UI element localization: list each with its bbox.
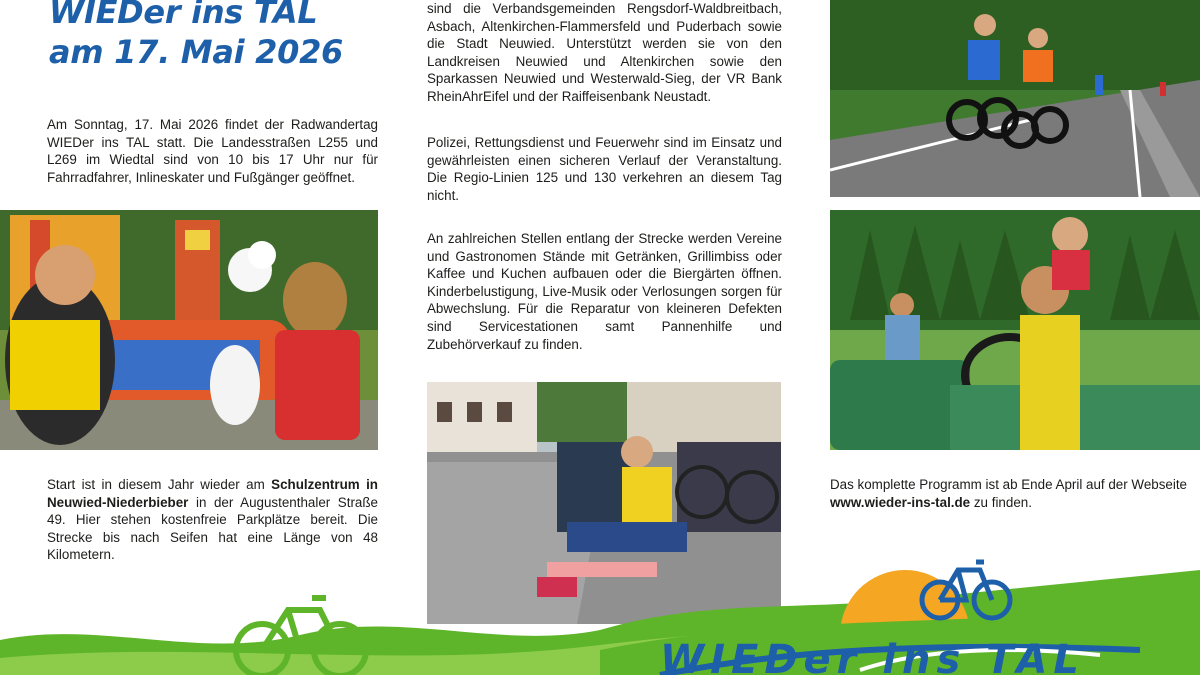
page-title xyxy=(49,0,343,72)
program-website: www.wieder-ins-tal.de xyxy=(830,494,971,510)
logo-wordmark: WIEDer ins TAL xyxy=(660,637,1085,675)
title-line-2: am 17. Mai 2026 xyxy=(49,33,344,71)
intro-paragraph xyxy=(47,116,378,186)
photo-cyclists-road xyxy=(830,0,1200,197)
start-text-before: Start ist in diesem Jahr wieder am xyxy=(47,477,272,492)
photo-children-cotton-candy xyxy=(0,210,378,450)
intro-text: Am Sonntag, 17. Mai 2026 findet der Radwandertag WIEDer ins TAL statt. Die Landesstraßen L255 und L269 im Wiedtal sind von 10 bis 17 Uhr nur für Fahrradfahrer, Inlineskater und Fußgänger geöffnet. xyxy=(47,117,378,185)
program-text-after: zu finden. xyxy=(970,494,1032,510)
safety-paragraph: Polizei, Rettungsdienst und Feuerwehr sind im Einsatz und gewährleisten einen sicheren Verlauf der Veranstaltung. Die Regio-Linien 125 und 130 verkehren an diesem Tag nicht. xyxy=(427,135,782,203)
program-paragraph xyxy=(830,476,1190,511)
organizers-paragraph: sind die Verbandsgemeinden Rengsdorf-Waldbreitbach, Asbach, Altenkirchen-Flammersfeld und Puderbach sowie die Stadt Neuwied. Unterstützt werden sie von den Landkreisen Neuwied und Altenkirchen sowie den Sparkassen Neuwied und Westerwald-Sieg, der VR Bank RheinAhrEifel und der Raiffeisenbank Neustadt. xyxy=(427,1,782,104)
start-text-after: in der Augustenthaler Straße 49. Hier stehen kostenfreie Parkplätze bereit. Die Strecke bis nach Seifen hat eine Länge von 48 Kilometern. xyxy=(47,494,378,563)
program-text-before: Das komplette Programm ist ab Ende April auf der Webseite xyxy=(830,477,1188,492)
stands-paragraph: An zahlreichen Stellen entlang der Strecke werden Vereine und Gastronomen Stände mit Getränken, Grillimbiss oder Kaffee und Kuchen aufbauen oder die Biergärten öffnen. Kinderbelustigung, Live-Musik oder Verlosungen sorgen für Abwechslung. Für die Reparatur von kleineren Defekten sind Servicestationen samt Pannenhilfe und Zubehörverkauf zu finden. xyxy=(427,231,782,352)
title-line-1: WIEDer ins TAL xyxy=(49,0,318,31)
photo-family-tractor xyxy=(830,210,1200,450)
start-location: Schulzentrum in Neuwied-Niederbieber xyxy=(47,477,378,510)
